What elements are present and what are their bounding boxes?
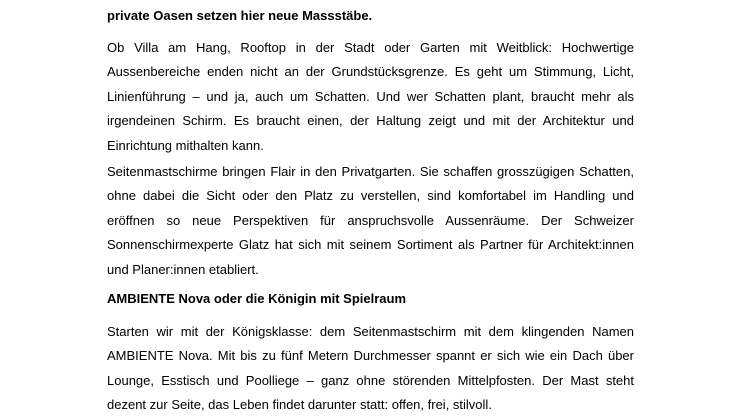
paragraph-line: Lounge, Esstisch und Poolliege – ganz ohne störenden Mittelpfosten. Der Mast steht	[107, 372, 634, 388]
paragraph-line: Seitenmastschirme bringen Flair in den Privatgarten. Sie schaffen grosszügigen Schatten,	[107, 164, 634, 179]
paragraph-line: Ob Villa am Hang, Rooftop in der Stadt oder Garten mit Weitblick: Hochwertige	[107, 40, 634, 55]
paragraph-line: Aussenbereiche enden nicht an der Grundstücksgrenze. Es geht um Stimmung, Licht,	[107, 64, 634, 80]
intro-heading: private Oasen setzen hier neue Massstäbe.	[107, 8, 373, 23]
paragraph-line: eröffnen so neue Perspektiven für anspruchsvolle Aussenräume. Der Schweizer	[107, 212, 634, 228]
paragraph-2	[107, 160, 634, 282]
paragraph-line: Linienführung – und ja, auch um Schatten. Und wer Schatten plant, braucht mehr als	[107, 88, 634, 104]
paragraph-line: ohne dabei die Sicht oder den Platz zu verstellen, sind komfortabel im Handling und	[107, 188, 634, 204]
paragraph-line: irgendeinen Schirm. Es braucht einen, der Haltung zeigt und mit der Architektur und	[107, 113, 634, 129]
paragraph-line: Starten wir mit der Königsklasse: dem Seitenmastschirm mit dem klingenden Namen	[107, 324, 634, 339]
paragraph-line: Sonnenschirmexperte Glatz hat sich mit seinem Sortiment als Partner für Architekt:innen	[107, 237, 634, 253]
paragraph-line: Einrichtung mithalten kann.	[107, 137, 264, 153]
paragraph-line: AMBIENTE Nova. Mit bis zu fünf Metern Durchmesser spannt er sich wie ein Dach über	[107, 348, 634, 364]
paragraph-3	[107, 320, 634, 418]
paragraph-line: dezent zur Seite, das Leben findet darunter statt: offen, frei, stilvoll.	[107, 397, 492, 413]
paragraph-1	[107, 36, 634, 158]
section-heading: AMBIENTE Nova oder die Königin mit Spielraum	[107, 291, 407, 306]
paragraph-line: und Planer:innen etabliert.	[107, 261, 259, 277]
